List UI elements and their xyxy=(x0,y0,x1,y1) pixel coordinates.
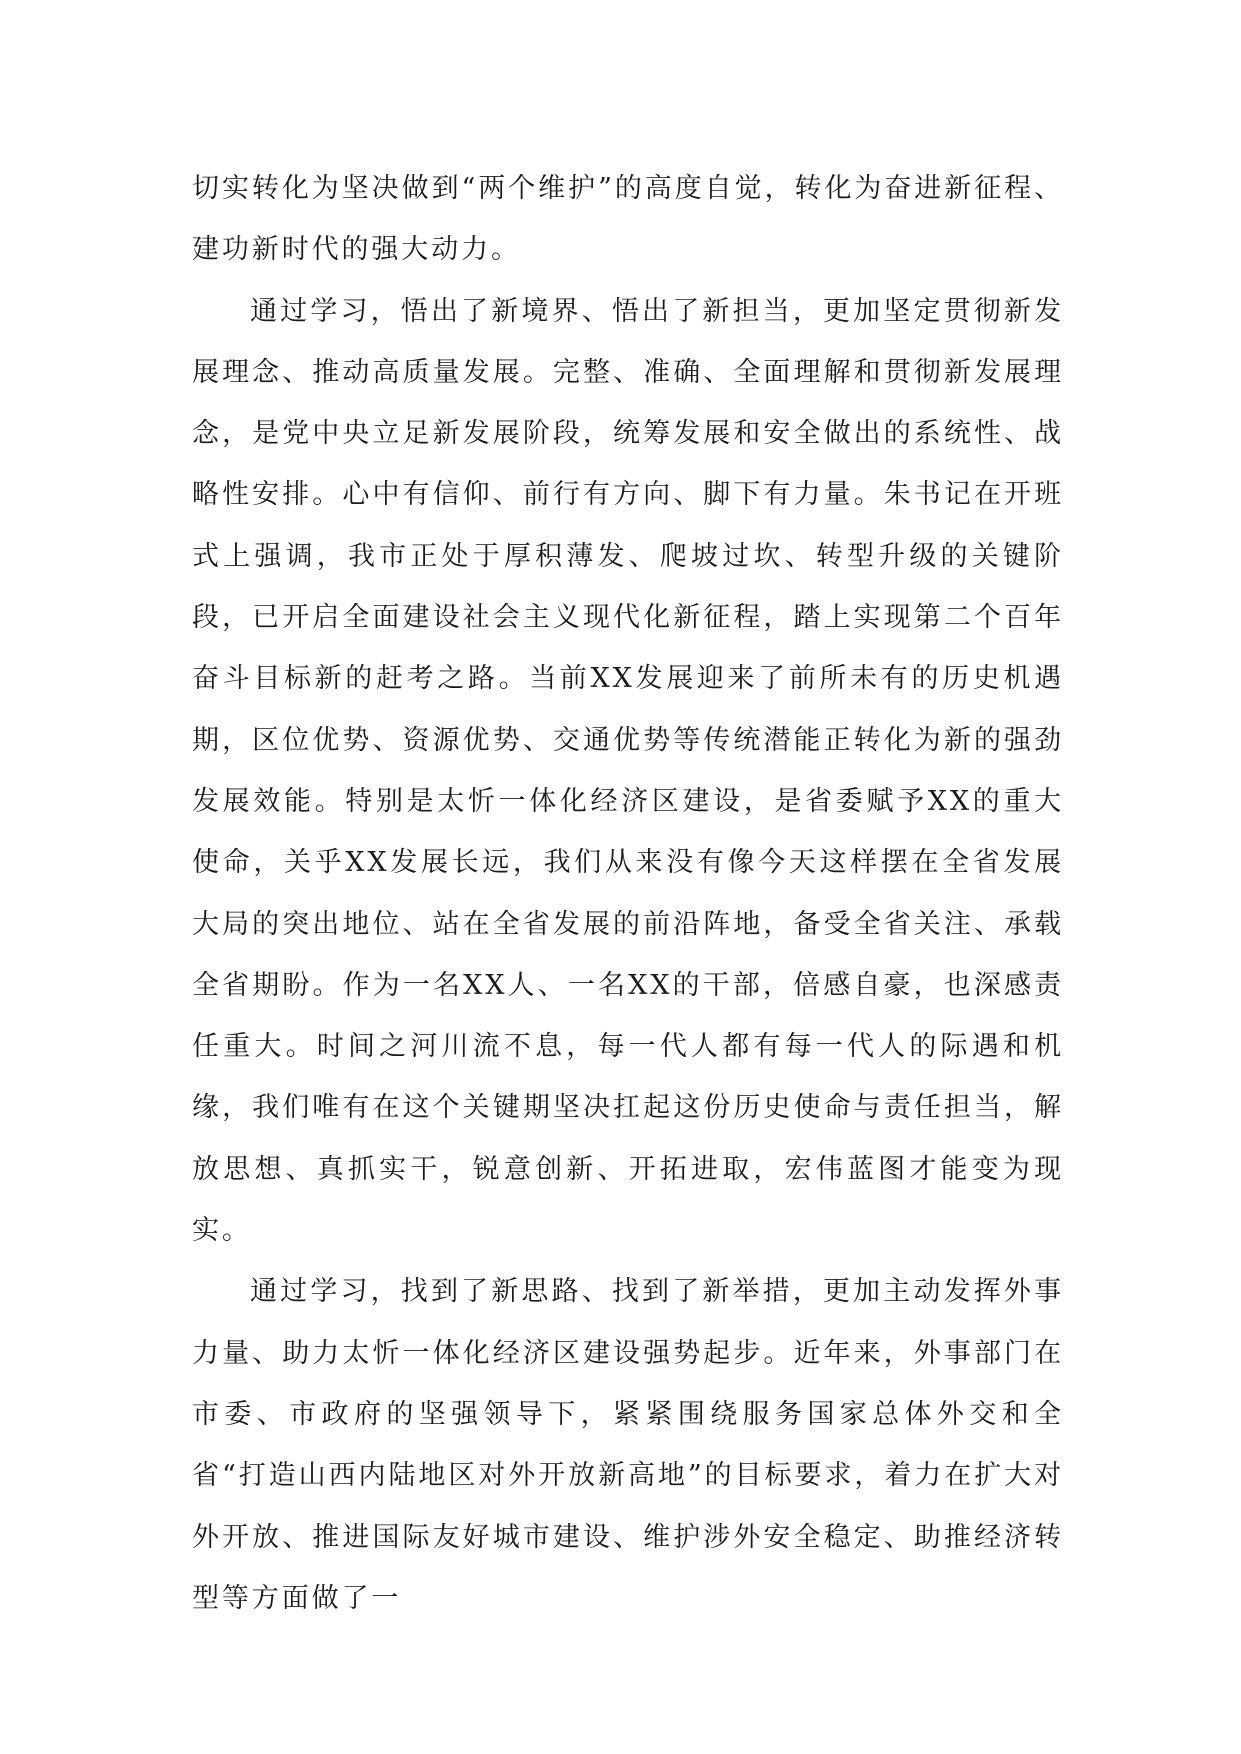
paragraph-new-realm: 通过学习，悟出了新境界、悟出了新担当，更加坚定贯彻新发展理念、推动高质量发展。完整、准确、全面理解和贯彻新发展理念，是党中央立足新发展阶段，统筹发展和安全做出的系统性、战略性安排。心中有信仰、前行有方向、脚下有力量。朱书记在开班式上强调，我市正处于厚积薄发、爬坡过坎、转型升级的关键阶段，已开启全面建设社会主义现代化新征程，踏上实现第二个百年奋斗目标新的赶考之路。当前XX发展迎来了前所未有的历史机遇期，区位优势、资源优势、交通优势等传统潜能正转化为新的强劲发展效能。特别是太忻一体化经济区建设，是省委赋予XX的重大使命，关乎XX发展长远，我们从来没有像今天这样摆在全省发展大局的突出地位、站在全省发展的前沿阵地，备受全省关注、承载全省期盼。作为一名XX人、一名XX的干部，倍感自豪，也深感责任重大。时间之河川流不息，每一代人都有每一代人的际遇和机缘，我们唯有在这个关键期坚决扛起这份历史使命与责任担当，解放思想、真抓实干，锐意创新、开拓进取，宏伟蓝图才能变为现实。 xyxy=(192,295,1064,1247)
paragraph-new-ideas: 通过学习，找到了新思路、找到了新举措，更加主动发挥外事力量、助力太忻一体化经济区建设强势起步。近年来，外事部门在市委、市政府的坚强领导下，紧紧围绕服务国家总体外交和全省“打造山西内陆地区对外开放新高地”的目标要求，着力在扩大对外开放、推进国际友好城市建设、维护涉外安全稳定、助推经济转型等方面做了一 xyxy=(192,1276,1064,1614)
paragraph-continuation: 切实转化为坚决做到“两个维护”的高度自觉，转化为奋进新征程、建功新时代的强大动力。 xyxy=(192,173,1064,266)
document-body xyxy=(192,158,1064,1629)
